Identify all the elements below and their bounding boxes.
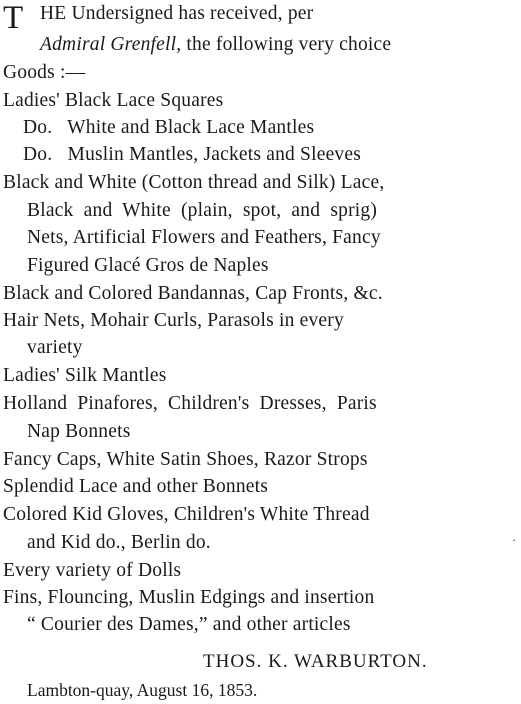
dateline: Lambton-quay, August 16, 1853. (27, 680, 258, 700)
list-item: Fancy Caps, White Satin Shoes, Razor Strops (3, 449, 368, 470)
intro-line-1 (40, 0, 313, 27)
intro-line-2 (40, 31, 391, 58)
list-item: Do. Muslin Mantles, Jackets and Sleeves (23, 144, 362, 165)
list-item: Do. White and Black Lace Mantles (23, 117, 315, 138)
intro-line-3: Goods :— (3, 62, 86, 83)
list-item: Ladies' Black Lace Squares (3, 90, 224, 111)
intro-line-1-text: HE Undersigned has received, per (40, 3, 314, 24)
list-item: Black and Colored Bandannas, Cap Fronts, &c. (3, 283, 383, 304)
ship-name: Admiral Grenfell, (40, 34, 182, 55)
intro-line-2-text: the following very choice (181, 34, 392, 55)
list-item: Figured Glacé Gros de Naples (27, 255, 269, 276)
list-item: variety (27, 337, 83, 358)
list-item: Black and White (plain, spot, and sprig) (27, 200, 378, 221)
list-item: Colored Kid Gloves, Children's White Thread (3, 504, 370, 525)
list-item: Fins, Flouncing, Muslin Edgings and insertion (3, 587, 375, 608)
list-item: Every variety of Dolls (3, 560, 182, 581)
list-item: “ Courier des Dames,” and other articles (27, 614, 351, 635)
list-item: Splendid Lace and other Bonnets (3, 476, 269, 497)
list-item: Nap Bonnets (27, 421, 131, 442)
list-item: Ladies' Silk Mantles (3, 365, 167, 386)
list-item: Black and White (Cotton thread and Silk) Lace, (3, 172, 385, 193)
list-item: Holland Pinafores, Children's Dresses, Paris (3, 393, 377, 414)
list-item: Nets, Artificial Flowers and Feathers, Fancy (27, 227, 381, 248)
list-item: and Kid do., Berlin do. (27, 532, 211, 553)
list-item: Hair Nets, Mohair Curls, Parasols in every (3, 310, 344, 331)
stray-dot-mark: · (512, 533, 516, 547)
signature: THOS. K. WARBURTON. (203, 651, 428, 672)
drop-cap-letter: T (3, 0, 24, 36)
